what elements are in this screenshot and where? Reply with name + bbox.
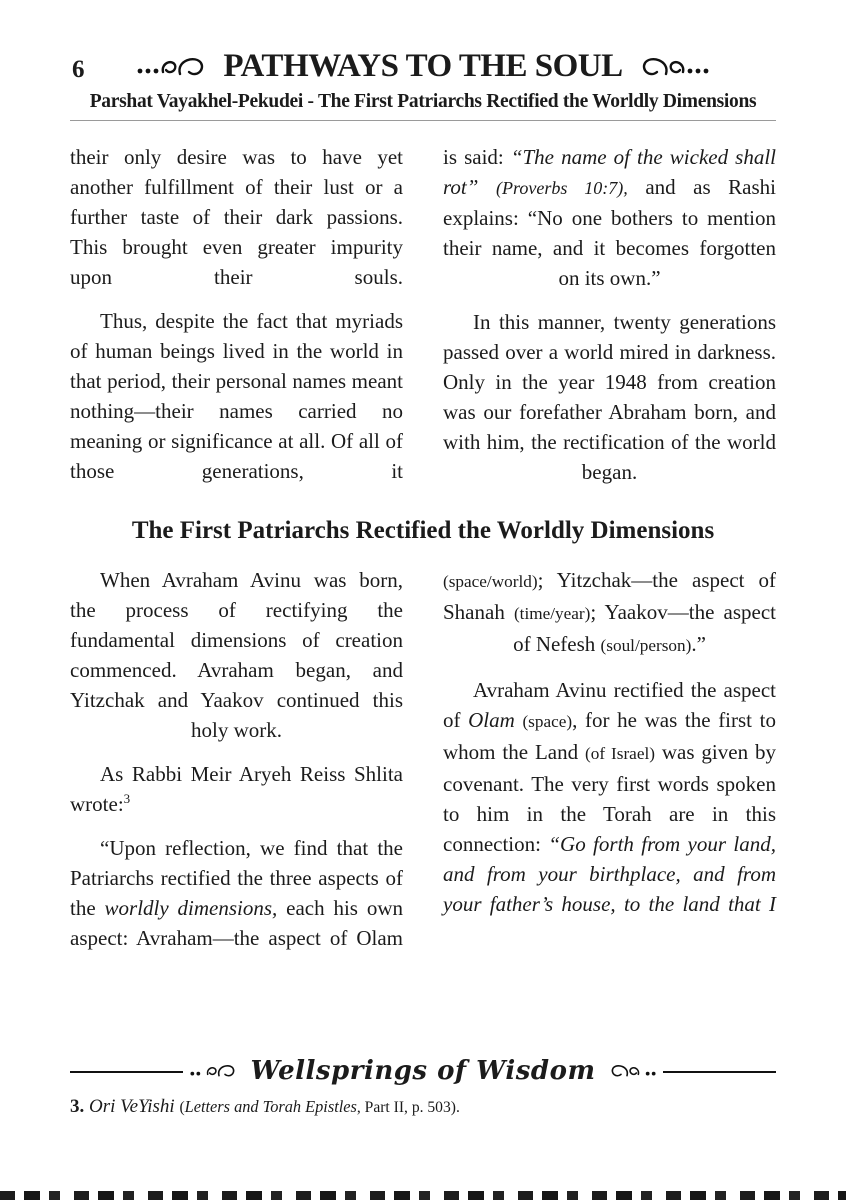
footer-right-flourish-icon (605, 1062, 657, 1080)
text-run: ; Yitzchak—the aspect of Shanah (443, 568, 776, 624)
text-run: , Part II, p. 503). (356, 1099, 460, 1116)
page-footer (70, 1056, 776, 1120)
paragraph (70, 759, 403, 819)
text-run: Olam (468, 708, 515, 732)
section-one-left-column (70, 142, 403, 501)
divider-line-right (663, 1071, 776, 1073)
section-two-right-column (443, 565, 776, 967)
paragraph (443, 675, 776, 919)
text-run: “The name of the wicked shall rot” (443, 145, 776, 199)
footer-ornament-text: Wellsprings of Wisdom (250, 1056, 596, 1086)
text-run: ( (179, 1099, 185, 1116)
paragraph (443, 565, 776, 661)
text-run: .” (691, 632, 706, 656)
text-run: 3 (123, 791, 131, 806)
paragraph (443, 307, 776, 487)
divider-line-left (70, 1071, 183, 1073)
paragraph (70, 142, 403, 292)
text-run: When Avraham Avinu was born, the process of rectifying the fundamental dimensions of creation commenced. Avraham began, and Yitzchak and Yaakov continued this holy work. (70, 568, 403, 742)
text-run: (space) (522, 712, 573, 731)
text-run: (space/world) (443, 572, 538, 591)
text-run: their only desire was to have yet another fulfillment of their lust or a further taste of their dark passions. This brought even greater impurity upon their souls. (70, 145, 403, 289)
text-run: Ori VeYishi (89, 1096, 175, 1117)
page-title: PATHWAYS TO THE SOUL (223, 48, 623, 84)
text-run: (time/year) (513, 604, 591, 623)
section-two-left-column (70, 565, 403, 967)
paragraph (70, 833, 403, 953)
text-run: is said: (443, 145, 511, 169)
right-flourish-icon (633, 54, 711, 80)
header-rule (70, 120, 776, 121)
text-run: Avraham Avinu rectified the aspect of (443, 678, 776, 732)
text-run: and as Rashi explains: “No one bothers to mention their name, and it becomes forgotten on its own.” (443, 175, 776, 290)
text-run: (Proverbs 10:7), (495, 178, 628, 198)
section-one-right-column (443, 142, 776, 501)
section-two (70, 565, 776, 967)
footer-divider (70, 1056, 776, 1086)
left-flourish-icon (135, 54, 213, 80)
page-header (70, 0, 776, 121)
footer-left-flourish-icon (189, 1062, 241, 1080)
text-run: , for he was the first to whom the Land (443, 708, 776, 764)
title-row (70, 48, 776, 85)
text-run: (soul/person) (600, 636, 692, 655)
text-run: was given by covenant. The very first words spoken to him in the Torah are in this connection: (443, 740, 776, 856)
section-heading: The First Patriarchs Rectified the Worldly Dimensions (131, 517, 715, 544)
text-run: Letters and Torah Epistles (184, 1097, 357, 1116)
footnote (70, 1095, 776, 1120)
page-number: 6 (72, 56, 85, 83)
text-run: 3. (70, 1096, 85, 1117)
paragraph (443, 142, 776, 293)
paragraph (70, 306, 403, 486)
text-run (478, 175, 496, 199)
text-run: “Go forth from your land, and from your birthplace, and from your father’s house, to the land that I (443, 832, 776, 916)
text-run: “Upon reflection, we find that the Patriarchs rectified the three aspects of the (70, 836, 403, 920)
scan-artifact-strip (0, 1191, 846, 1200)
text-run: Thus, despite the fact that myriads of human beings lived in the world in that period, their personal names meant nothing—their names carried no meaning or significance at all. Of all of those generations, it (70, 309, 403, 483)
text-run: In this manner, twenty generations passed over a world mired in darkness. Only in the year 1948 from creation was our forefather Abraham born, and with him, the rectification of the world began. (443, 310, 776, 484)
text-run: (of Israel) (585, 744, 655, 763)
chapter-subtitle: Parshat Vayakhel-Pekudei - The First Patriarchs Rectified the Worldly Dimensions (89, 91, 757, 112)
text-run: each his own aspect: Avraham—the aspect of Olam (70, 896, 404, 950)
paragraph (70, 565, 403, 745)
text-run: ; Yaakov—the aspect of Nefesh (513, 600, 776, 656)
text-run: worldly dimensions, (104, 896, 278, 920)
page-body (70, 142, 776, 967)
text-run: As Rabbi Meir Aryeh Reiss Shlita wrote: (70, 762, 403, 816)
section-one (70, 142, 776, 501)
